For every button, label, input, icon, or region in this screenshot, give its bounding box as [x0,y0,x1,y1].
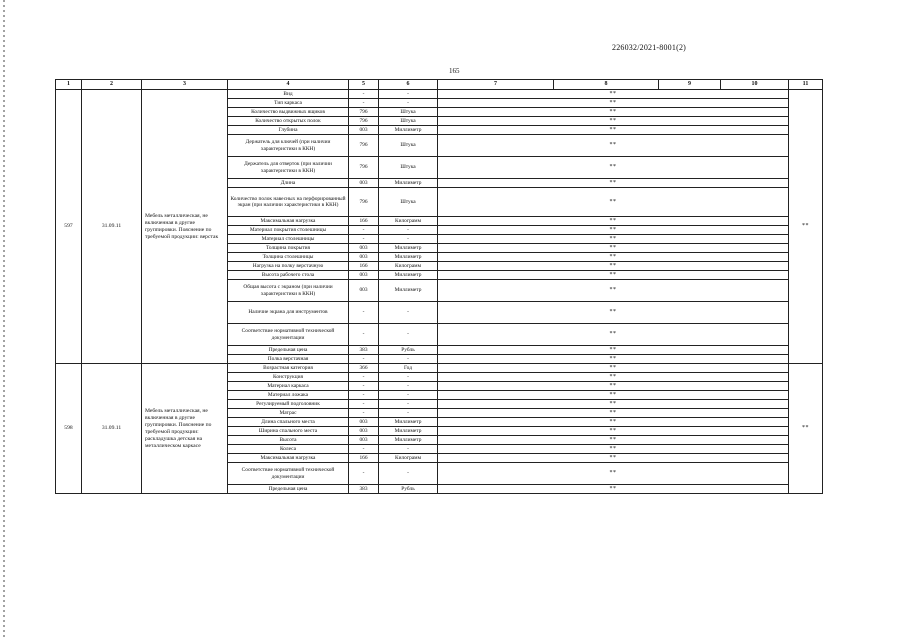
table-row [56,90,823,99]
characteristic-name: Материал ложака [228,391,349,400]
characteristic-name: Возрастная категория [228,364,349,373]
unit-name: Миллиметр [379,126,438,135]
characteristic-name: Нагрузка на полку верстачную [228,262,349,271]
unit-name: Килограмм [379,262,438,271]
characteristic-name: Количество выдвижных ящиков [228,108,349,117]
characteristic-name: Регулируемый подголовник [228,400,349,409]
unit-name: Миллиметр [379,253,438,262]
unit-name: Миллиметр [379,271,438,280]
unit-code: - [349,463,379,485]
okpd-code: 31.09.11 [82,90,142,364]
characteristic-value: ** [438,346,789,355]
column-header: 6 [379,80,438,90]
okpd-code: 31.09.11 [82,364,142,494]
unit-code: - [349,445,379,454]
unit-name: - [379,400,438,409]
characteristic-value: ** [438,445,789,454]
unit-code: - [349,324,379,346]
unit-code: 796 [349,117,379,126]
note-value: ** [789,90,823,364]
characteristic-name: Максимальная нагрузка [228,217,349,226]
characteristic-value: ** [438,400,789,409]
characteristic-name: Держатель для отверток (при наличии характеристики в ККН) [228,157,349,179]
unit-name: Килограмм [379,217,438,226]
characteristic-value: ** [438,409,789,418]
unit-code: - [349,226,379,235]
characteristic-value: ** [438,302,789,324]
column-header: 8 [554,80,659,90]
unit-code: 796 [349,135,379,157]
column-header: 2 [82,80,142,90]
characteristic-name: Наличие экрана для инструментов [228,302,349,324]
unit-code: - [349,99,379,108]
unit-name: - [379,324,438,346]
unit-name: Миллиметр [379,427,438,436]
unit-code: 383 [349,485,379,494]
unit-code: - [349,355,379,364]
binding-edge [3,0,5,640]
characteristic-name: Тип каркаса [228,99,349,108]
unit-code: 796 [349,157,379,179]
characteristic-name: Толщина покрытия [228,244,349,253]
note-value: ** [789,364,823,494]
characteristic-value: ** [438,179,789,188]
characteristic-value: ** [438,436,789,445]
product-name: Мебель металлическая, не включенная в другие группировки. Пояснение по требуемой продукции: верстак [142,90,228,364]
unit-code: 796 [349,108,379,117]
column-header: 1 [56,80,82,90]
unit-code: 166 [349,217,379,226]
unit-code: 003 [349,280,379,302]
characteristic-name: Полка верстачная [228,355,349,364]
unit-name: Миллиметр [379,436,438,445]
table-body [56,80,823,494]
unit-code: - [349,302,379,324]
unit-code: - [349,90,379,99]
unit-code: 003 [349,179,379,188]
unit-name: Килограмм [379,454,438,463]
column-header: 5 [349,80,379,90]
column-header: 3 [142,80,228,90]
characteristic-value: ** [438,188,789,217]
characteristic-name: Конструкция [228,373,349,382]
unit-name: - [379,355,438,364]
unit-code: 003 [349,126,379,135]
unit-name: Штука [379,157,438,179]
characteristic-value: ** [438,271,789,280]
unit-code: 366 [349,364,379,373]
unit-name: - [379,445,438,454]
characteristic-name: Матрас [228,409,349,418]
unit-name: Миллиметр [379,418,438,427]
characteristic-value: ** [438,364,789,373]
characteristic-name: Высота рабочего стола [228,271,349,280]
characteristic-name: Длина спального места [228,418,349,427]
unit-code: - [349,400,379,409]
position-number: 597 [56,90,82,364]
unit-name: Год [379,364,438,373]
characteristic-name: Количество полок навесных на перфорированный экран (при наличии характеристики в ККН) [228,188,349,217]
unit-name: Штука [379,108,438,117]
unit-code: 003 [349,271,379,280]
unit-name: Штука [379,188,438,217]
unit-code: - [349,235,379,244]
unit-code: 003 [349,436,379,445]
specification-table [55,79,823,494]
column-header: 7 [438,80,554,90]
characteristic-value: ** [438,355,789,364]
characteristic-value: ** [438,391,789,400]
characteristic-name: Материал столешницы [228,235,349,244]
characteristic-value: ** [438,226,789,235]
characteristic-value: ** [438,373,789,382]
unit-name: Штука [379,117,438,126]
characteristic-value: ** [438,280,789,302]
characteristic-value: ** [438,485,789,494]
unit-name: - [379,302,438,324]
unit-code: 003 [349,253,379,262]
page-number: 165 [449,67,460,75]
characteristic-value: ** [438,418,789,427]
characteristic-value: ** [438,427,789,436]
unit-code: - [349,373,379,382]
unit-name: Миллиметр [379,179,438,188]
characteristic-value: ** [438,244,789,253]
characteristic-value: ** [438,253,789,262]
characteristic-value: ** [438,108,789,117]
unit-code: 166 [349,454,379,463]
unit-code: - [349,382,379,391]
characteristic-value: ** [438,382,789,391]
unit-code: 166 [349,262,379,271]
characteristic-value: ** [438,262,789,271]
product-name: Мебель металлическая, не включенная в другие группировки. Пояснение по требуемой продукции: раскладушка детская на металлическом каркасе [142,364,228,494]
column-header: 10 [721,80,789,90]
characteristic-value: ** [438,99,789,108]
characteristic-name: Количество открытых полок [228,117,349,126]
unit-name: - [379,99,438,108]
characteristic-name: Толщина столешницы [228,253,349,262]
characteristic-name: Ширина спального места [228,427,349,436]
characteristic-name: Вид [228,90,349,99]
unit-name: - [379,90,438,99]
unit-name: Миллиметр [379,280,438,302]
unit-name: - [379,226,438,235]
unit-code: 383 [349,346,379,355]
unit-name: Штука [379,135,438,157]
unit-name: - [379,382,438,391]
table-row [56,364,823,373]
characteristic-name: Материал покрытия столешницы [228,226,349,235]
characteristic-value: ** [438,117,789,126]
unit-name: Миллиметр [379,244,438,253]
characteristic-name: Глубина [228,126,349,135]
characteristic-value: ** [438,235,789,244]
characteristic-name: Держатель для ключей (при наличии характеристики в ККН) [228,135,349,157]
header-row [56,80,823,90]
characteristic-value: ** [438,463,789,485]
position-number: 598 [56,364,82,494]
unit-name: Рубль [379,485,438,494]
unit-name: - [379,235,438,244]
characteristic-value: ** [438,157,789,179]
characteristic-value: ** [438,217,789,226]
unit-code: 003 [349,418,379,427]
unit-code: - [349,391,379,400]
column-header: 9 [659,80,721,90]
characteristic-name: Общая высота с экраном (при наличии характеристики в ККН) [228,280,349,302]
unit-name: - [379,391,438,400]
characteristic-name: Максимальная нагрузка [228,454,349,463]
characteristic-name: Соответствие нормативной технической документации [228,463,349,485]
characteristic-name: Соответствие нормативной технической документации [228,324,349,346]
unit-code: 003 [349,427,379,436]
unit-name: Рубль [379,346,438,355]
unit-name: - [379,409,438,418]
characteristic-value: ** [438,454,789,463]
characteristic-value: ** [438,324,789,346]
characteristic-name: Предельная цена [228,346,349,355]
column-header: 4 [228,80,349,90]
unit-code: - [349,409,379,418]
characteristic-name: Предельная цена [228,485,349,494]
document-number: 226032/2021-8001(2) [612,43,687,52]
characteristic-name: Материал каркаса [228,382,349,391]
characteristic-value: ** [438,90,789,99]
unit-name: - [379,463,438,485]
characteristic-value: ** [438,135,789,157]
characteristic-name: Длина [228,179,349,188]
unit-name: - [379,373,438,382]
characteristic-name: Колеса [228,445,349,454]
unit-code: 003 [349,244,379,253]
characteristic-value: ** [438,126,789,135]
characteristic-name: Высота [228,436,349,445]
unit-code: 796 [349,188,379,217]
column-header: 11 [789,80,823,90]
